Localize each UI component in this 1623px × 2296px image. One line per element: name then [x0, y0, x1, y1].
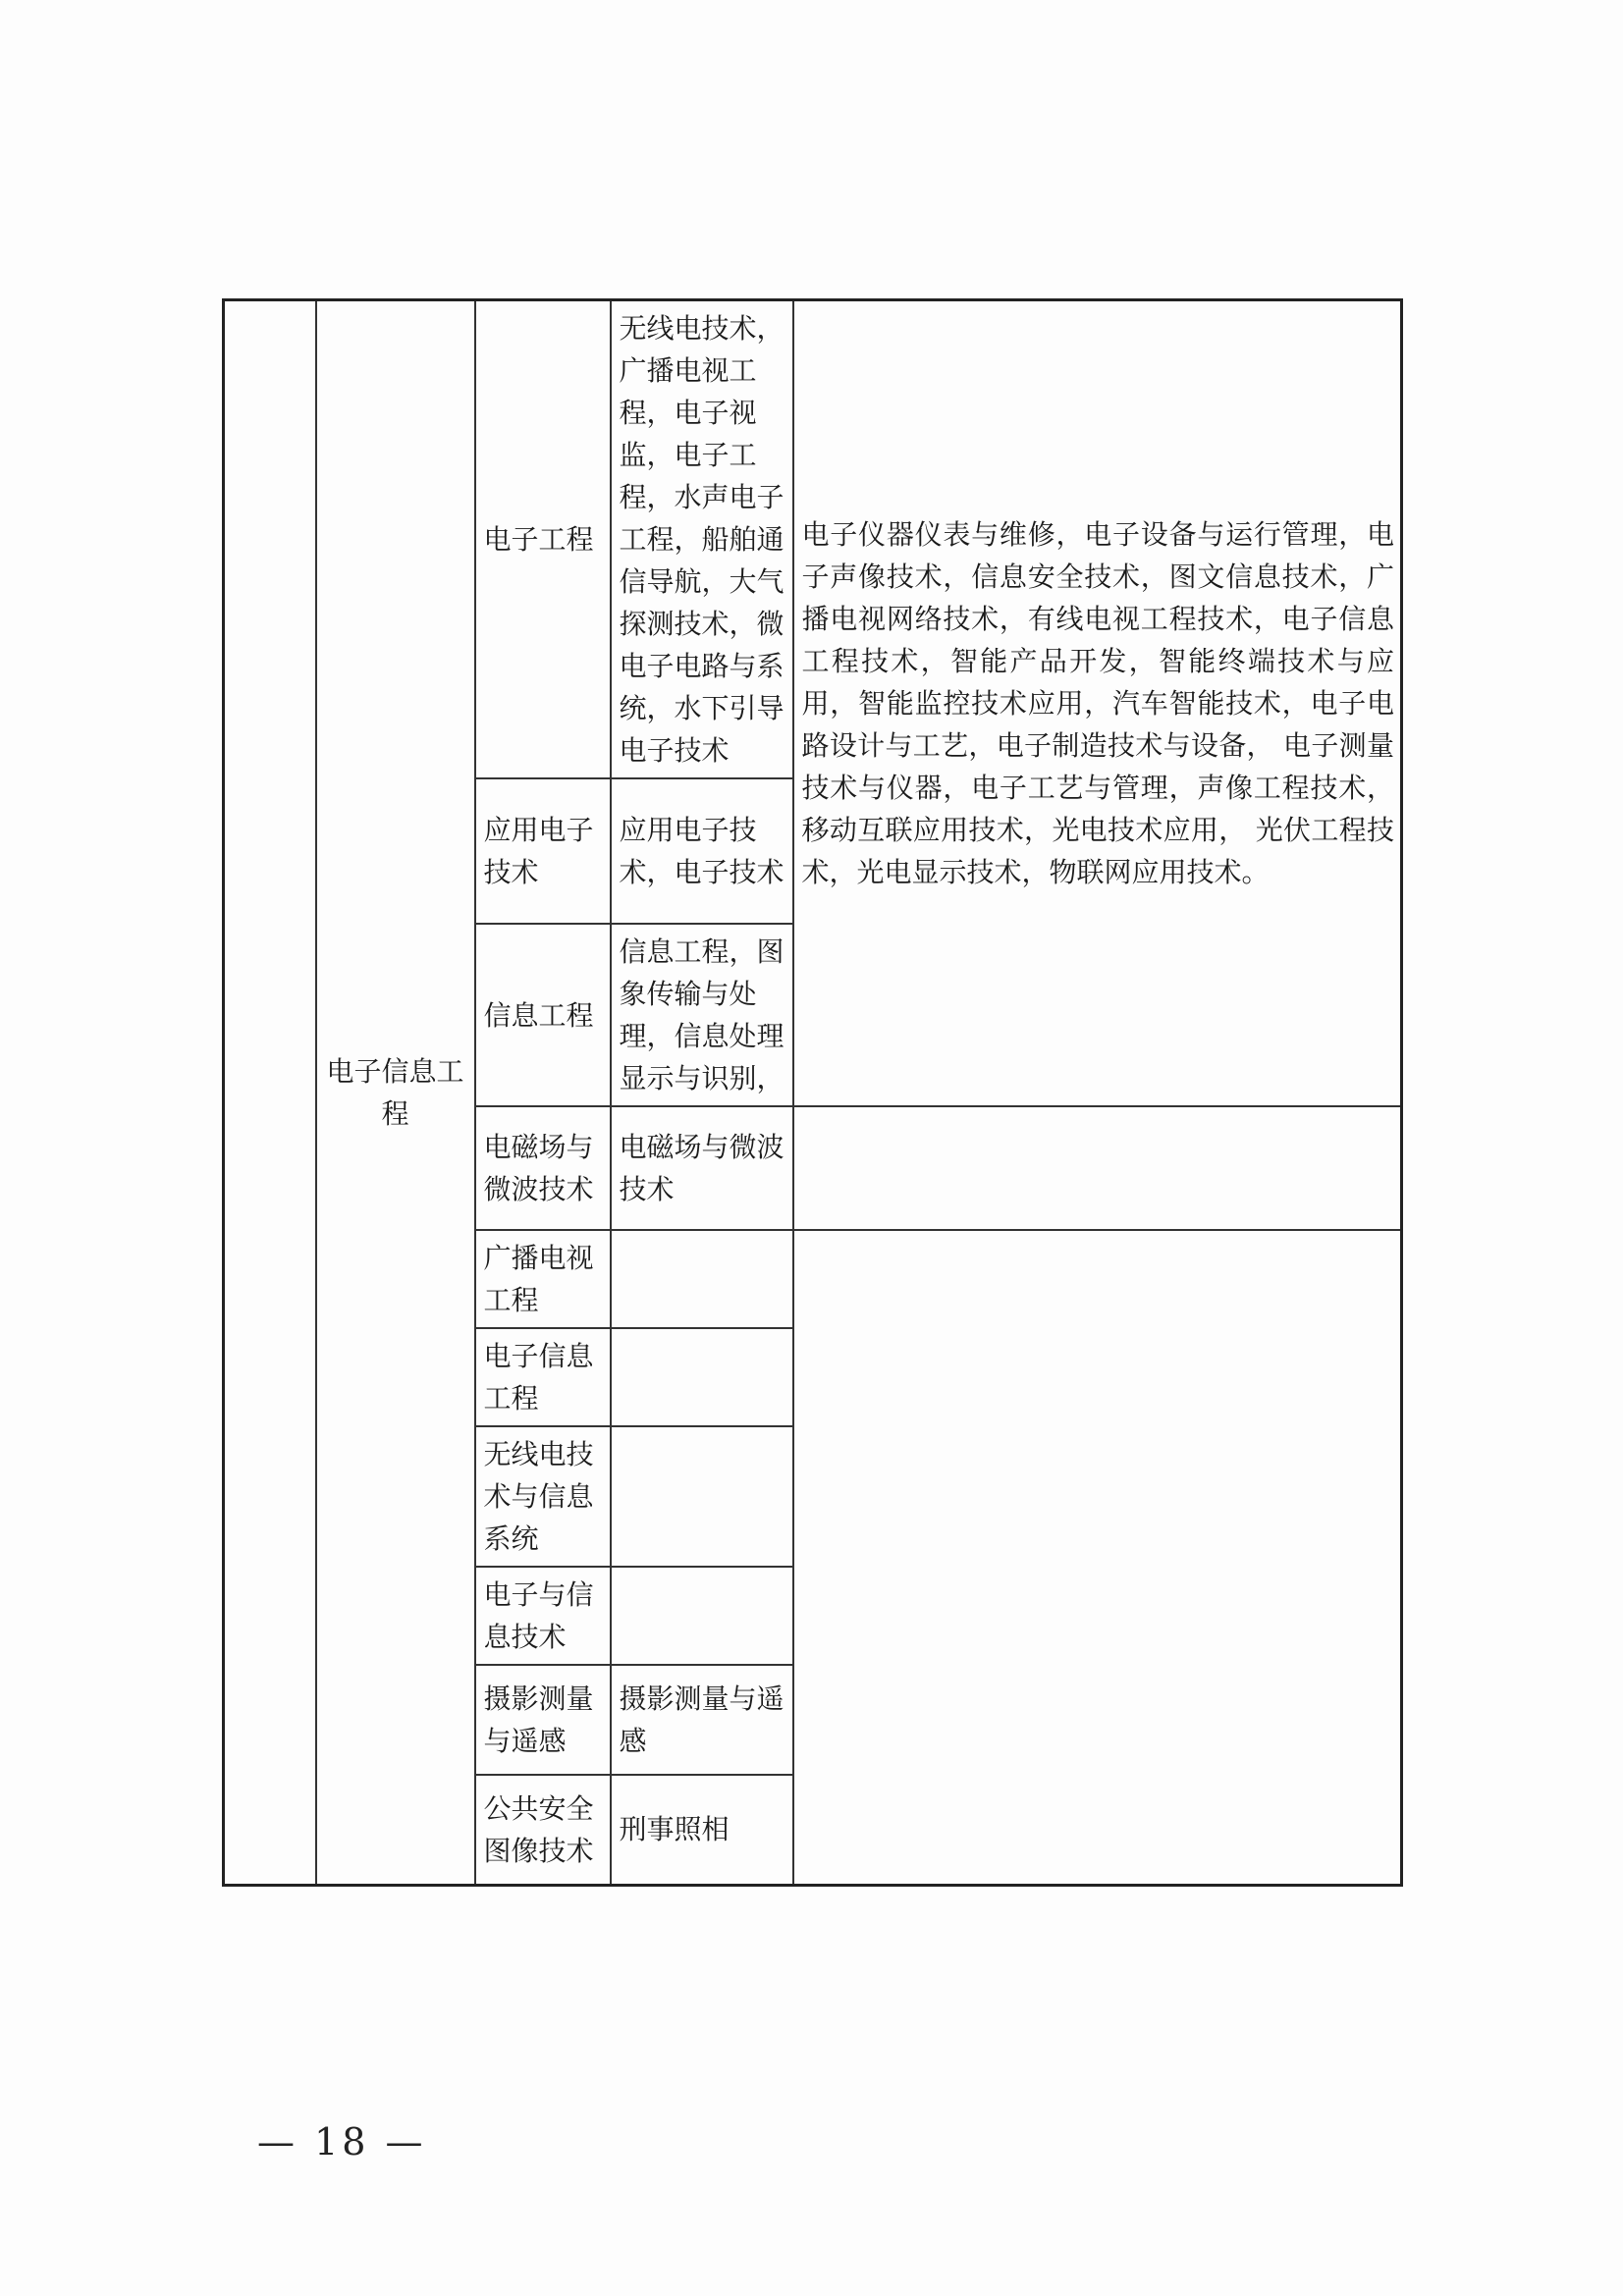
old-names-cell: 刑事照相	[611, 1775, 793, 1885]
related-majors-cell	[793, 1230, 1402, 1885]
major-cell: 电子与信息技术	[475, 1567, 611, 1665]
related-majors-cell: 电子仪器仪表与维修，电子设备与运行管理，电子声像技术，信息安全技术，图文信息技术，广播电视网络技术，有线电视工程技术，电子信息工程技术，智能产品开发，智能终端技术与应用，智能监控技术应用，汽车智能技术，电子电路设计与工艺，电子制造技术与设备， 电子测量技术与仪器，电子工艺与管理，声像工程技术，移动互联应用技术，光电技术应用， 光伏工程技术，光电显示技术，物联网应用技术。	[793, 300, 1402, 1107]
major-cell: 无线电技术与信息系统	[475, 1426, 611, 1567]
major-cell: 应用电子技术	[475, 778, 611, 924]
old-names-cell: 电磁场与微波技术	[611, 1106, 793, 1230]
major-cell: 广播电视工程	[475, 1230, 611, 1328]
old-names-cell: 应用电子技术，电子技术	[611, 778, 793, 924]
major-cell: 电子信息工程	[475, 1328, 611, 1426]
table-row	[224, 300, 1402, 779]
major-cell: 电子工程	[475, 300, 611, 779]
old-names-cell: 无线电技术，广播电视工程，电子视监，电子工程，水声电子工程，船舶通信导航，大气探测技术，微电子电路与系统，水下引导电子技术	[611, 300, 793, 779]
old-names-cell	[611, 1426, 793, 1567]
major-table	[222, 298, 1403, 1887]
old-names-cell	[611, 1567, 793, 1665]
empty-index-cell	[224, 300, 316, 1886]
old-names-cell: 信息工程，图象传输与处理，信息处理显示与识别，	[611, 924, 793, 1106]
major-cell: 电磁场与微波技术	[475, 1106, 611, 1230]
old-names-cell	[611, 1328, 793, 1426]
old-names-cell: 摄影测量与遥感	[611, 1665, 793, 1775]
major-cell: 信息工程	[475, 924, 611, 1106]
category-cell: 电子信息工程	[316, 300, 475, 1886]
page-number: — 18 —	[257, 2120, 427, 2163]
major-cell: 公共安全图像技术	[475, 1775, 611, 1885]
major-cell: 摄影测量与遥感	[475, 1665, 611, 1775]
related-majors-cell	[793, 1106, 1402, 1230]
old-names-cell	[611, 1230, 793, 1328]
